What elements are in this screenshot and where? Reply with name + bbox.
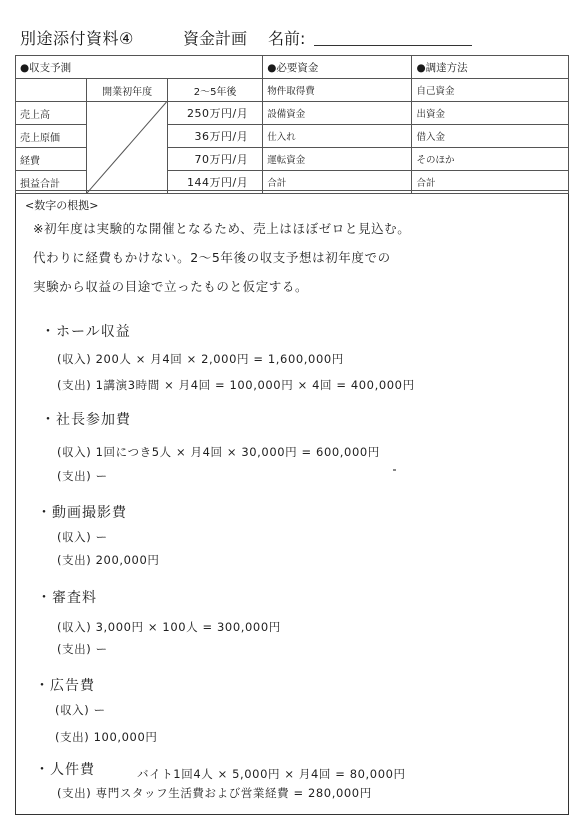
diagonal-strike bbox=[87, 102, 166, 193]
row-label: 売上高 bbox=[16, 102, 87, 125]
row-label: 損益合計 bbox=[16, 171, 87, 194]
finance-table bbox=[15, 55, 569, 194]
notes-intro-line: 代わりに経費もかけない。2～5年後の収支予想は初年度での bbox=[33, 250, 391, 265]
row-value: 70万円/月 bbox=[167, 148, 262, 171]
name-label: 名前: bbox=[268, 29, 306, 48]
required-heading: ●必要資金 bbox=[263, 56, 412, 79]
name-underline bbox=[314, 45, 472, 46]
required-item: 物件取得費 bbox=[263, 79, 412, 102]
row-value: 36万円/月 bbox=[167, 125, 262, 148]
required-item: 合計 bbox=[263, 171, 412, 194]
hall-income: (収入) 200人 × 月4回 × 2,000円 = 1,600,000円 bbox=[57, 352, 344, 366]
staff-line: (支出) 専門スタッフ生活費および営業経費 = 280,000円 bbox=[57, 786, 372, 800]
video-expense: (支出) 200,000円 bbox=[57, 553, 160, 567]
hall-expense: (支出) 1講演3時間 × 月4回 = 100,000円 × 4回 = 400,000円 bbox=[57, 378, 415, 392]
row-value: 144万円/月 bbox=[167, 171, 262, 194]
ad-income: (収入) ー bbox=[55, 703, 106, 717]
income-heading: ●収支予測 bbox=[16, 56, 263, 79]
funding-heading: ●調達方法 bbox=[412, 56, 569, 79]
notes-intro-line: 実験から収益の目途で立ったものと仮定する。 bbox=[33, 279, 309, 294]
section-review-title: ・審査料 bbox=[37, 590, 97, 606]
video-income: (収入) ー bbox=[57, 530, 108, 544]
required-item: 運転資金 bbox=[263, 148, 412, 171]
funding-item: 合計 bbox=[412, 171, 569, 194]
funding-item: そのほか bbox=[412, 148, 569, 171]
document-subtitle: 資金計画 bbox=[183, 29, 248, 48]
notes-intro-line: ※初年度は実験的な開催となるため、売上はほぼゼロと見込む。 bbox=[33, 221, 411, 236]
funding-item: 自己資金 bbox=[412, 79, 569, 102]
income-corner-cell bbox=[16, 79, 87, 102]
row-value: 250万円/月 bbox=[167, 102, 262, 125]
row-label: 売上原価 bbox=[16, 125, 87, 148]
col-later-years: 2～5年後 bbox=[167, 79, 262, 102]
section-ad-title: ・広告費 bbox=[35, 678, 95, 694]
review-income: (収入) 3,000円 × 100人 = 300,000円 bbox=[57, 620, 281, 634]
review-expense: (支出) ー bbox=[57, 642, 108, 656]
notes-section bbox=[15, 190, 569, 816]
section-member-title: ・社長参加費 bbox=[41, 412, 131, 428]
funding-item: 借入金 bbox=[412, 125, 569, 148]
required-item: 設備資金 bbox=[263, 102, 412, 125]
required-item: 仕入れ bbox=[263, 125, 412, 148]
section-hall-title: ・ホール収益 bbox=[41, 324, 131, 340]
member-income: (収入) 1回につき5人 × 月4回 × 30,000円 = 600,000円 bbox=[57, 445, 380, 459]
document-title: 別途添付資料④ bbox=[20, 29, 134, 48]
col-first-year: 開業初年度 bbox=[87, 79, 167, 102]
ad-expense: (支出) 100,000円 bbox=[55, 730, 158, 744]
header bbox=[20, 24, 570, 48]
member-expense: (支出) ー bbox=[57, 469, 108, 483]
first-year-struck-cell bbox=[87, 102, 167, 194]
ink-mark bbox=[393, 469, 396, 471]
section-video-title: ・動画撮影費 bbox=[37, 505, 127, 521]
section-staff-title: ・人件費 bbox=[35, 762, 95, 778]
staff-line: バイト1回4人 × 5,000円 × 月4回 = 80,000円 bbox=[137, 767, 406, 781]
notes-title: <数字の根拠> bbox=[25, 199, 99, 212]
funding-item: 出資金 bbox=[412, 102, 569, 125]
row-label: 経費 bbox=[16, 148, 87, 171]
